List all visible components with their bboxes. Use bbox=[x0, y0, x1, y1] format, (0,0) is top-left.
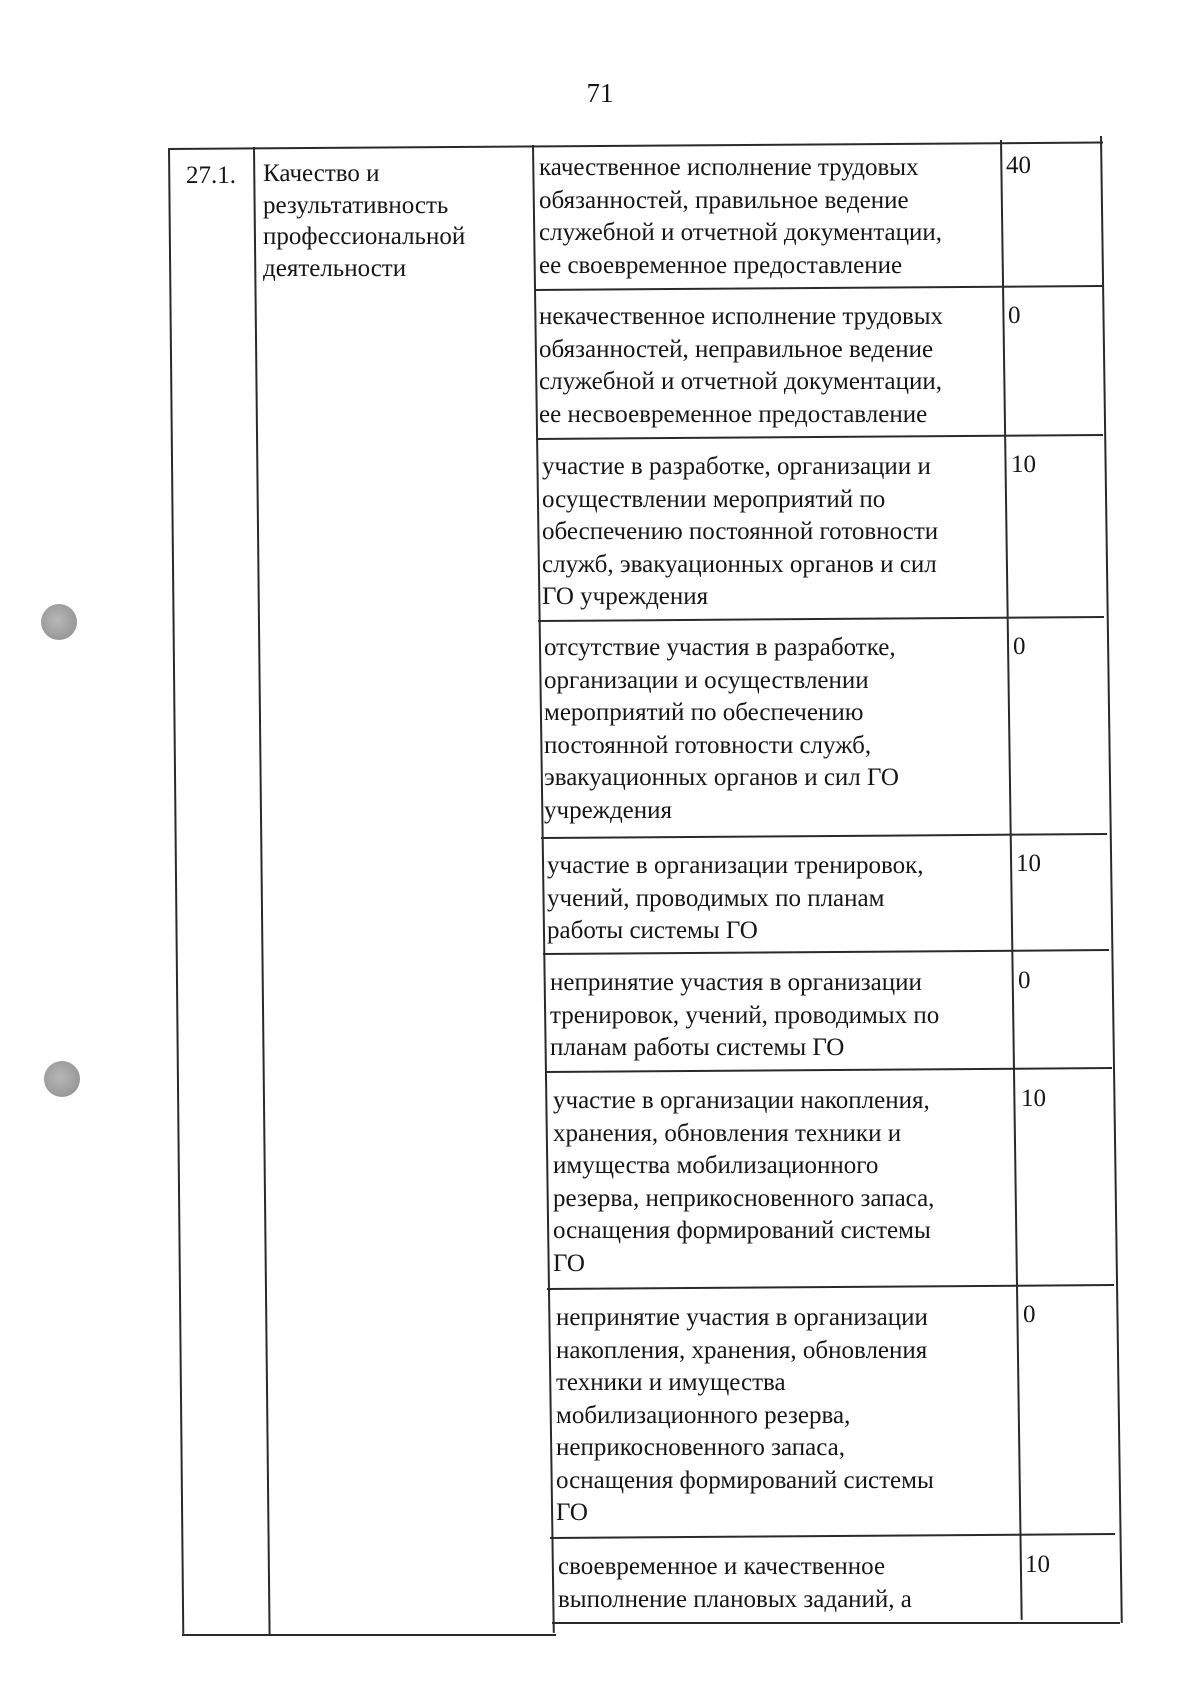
page-number: 71 bbox=[586, 78, 614, 108]
criterion-points: 10 bbox=[1021, 1085, 1046, 1112]
row-title: Качество и результативность профессиональной деятельности bbox=[263, 160, 466, 282]
row-sep-9 bbox=[552, 1622, 1120, 1624]
row-sep-4 bbox=[541, 833, 1107, 839]
row-sep-5 bbox=[543, 949, 1109, 955]
criterion-text: непринятие участия в организации тренировок, учений, проводимых по планам работы системы ГО bbox=[550, 969, 940, 1061]
criterion-text: участие в организации тренировок, учений, проводимых по планам работы системы ГО bbox=[547, 852, 924, 944]
row-sep-3 bbox=[538, 616, 1104, 622]
row-sep-8 bbox=[550, 1533, 1115, 1539]
criterion-points: 0 bbox=[1008, 302, 1021, 329]
criterion-points: 0 bbox=[1013, 633, 1026, 660]
criterion-text: участие в разработке, организации и осуществлении мероприятий по обеспечению постоянной готовности служб, эвакуационных органов и сил ГО учреждения bbox=[542, 453, 939, 610]
row-sep-1 bbox=[534, 285, 1102, 291]
criterion-points: 0 bbox=[1018, 967, 1031, 994]
criterion-text: непринятие участия в организации накопления, хранения, обновления техники и имущества мобилизационного резерва, неприкосновенного запаса, оснащения формирований системы ГО bbox=[556, 1304, 934, 1526]
criterion-points: 10 bbox=[1025, 1551, 1050, 1578]
row-sep-6 bbox=[545, 1067, 1112, 1073]
criterion-text: отсутствие участия в разработке, организации и осуществлении мероприятий по обеспечению постоянной готовности служб, эвакуационных органов и сил ГО учреждения bbox=[544, 634, 899, 824]
criterion-text: некачественное исполнение трудовых обязанностей, неправильное ведение служебной и отчетной документации, ее несвоевременное предоставление bbox=[539, 303, 944, 428]
row-sep-2 bbox=[536, 434, 1103, 440]
table-bottom-border bbox=[182, 1634, 556, 1636]
criterion-points: 0 bbox=[1023, 1301, 1036, 1328]
row-number: 27.1. bbox=[186, 162, 236, 189]
table-top-border bbox=[168, 141, 1103, 150]
table-right-border bbox=[1100, 136, 1123, 1623]
criterion-points: 40 bbox=[1006, 152, 1031, 179]
criterion-text: качественное исполнение трудовых обязанностей, правильное ведение служебной и отчетной документации, ее своевременное предоставление bbox=[539, 154, 943, 279]
criterion-text: участие в организации накопления, хранения, обновления техники и имущества мобилизационного резерва, неприкосновенного запаса, оснащения формирований системы ГО bbox=[553, 1087, 935, 1277]
table-left-border bbox=[168, 148, 184, 1634]
criterion-points: 10 bbox=[1016, 850, 1041, 877]
criterion-text: своевременное и качественное выполнение плановых заданий, а bbox=[558, 1553, 912, 1613]
col-divider-1 bbox=[253, 147, 271, 1635]
row-sep-7 bbox=[547, 1284, 1114, 1290]
criterion-points: 10 bbox=[1011, 451, 1036, 478]
